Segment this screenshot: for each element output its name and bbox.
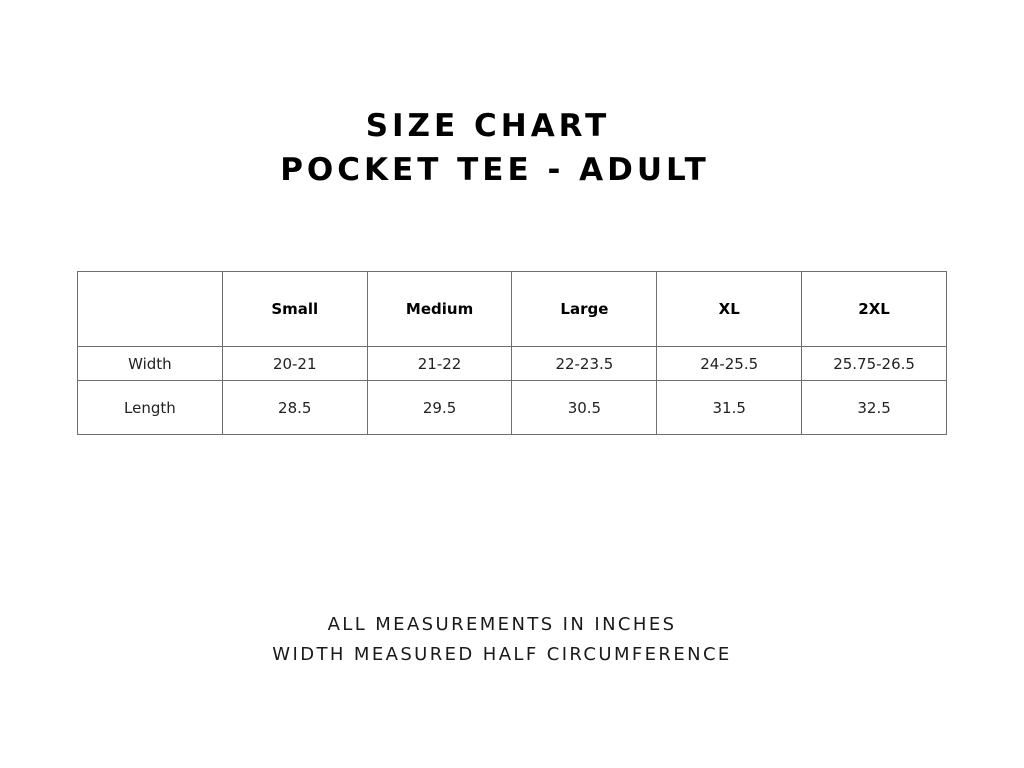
row-label-width: Width [78,347,223,381]
title-product-name: POCKET TEE - ADULT [280,152,710,188]
header-corner-cell [78,272,223,347]
width-xl-cell: 24-25.5 [657,347,802,381]
header-size-2xl: 2XL [802,272,947,347]
header-size-large: Large [512,272,657,347]
width-medium-cell: 21-22 [367,347,512,381]
width-small-cell: 20-21 [222,347,367,381]
header-size-xl: XL [657,272,802,347]
size-table [77,271,947,435]
table-row-length [78,381,947,435]
row-label-length: Length [78,381,223,435]
table-row-width [78,347,947,381]
length-large-cell: 30.5 [512,381,657,435]
length-xl-cell: 31.5 [657,381,802,435]
title-size-chart: SIZE CHART [365,108,611,144]
table-header-row [78,272,947,347]
note-width-method: WIDTH MEASURED HALF CIRCUMFERENCE [272,644,732,665]
page-title [0,104,990,192]
width-2xl-cell: 25.75-26.5 [802,347,947,381]
header-size-medium: Medium [367,272,512,347]
width-large-cell: 22-23.5 [512,347,657,381]
header-size-small: Small [222,272,367,347]
measurement-notes [0,610,1004,670]
length-2xl-cell: 32.5 [802,381,947,435]
length-medium-cell: 29.5 [367,381,512,435]
length-small-cell: 28.5 [222,381,367,435]
note-units: ALL MEASUREMENTS IN INCHES [327,614,677,635]
